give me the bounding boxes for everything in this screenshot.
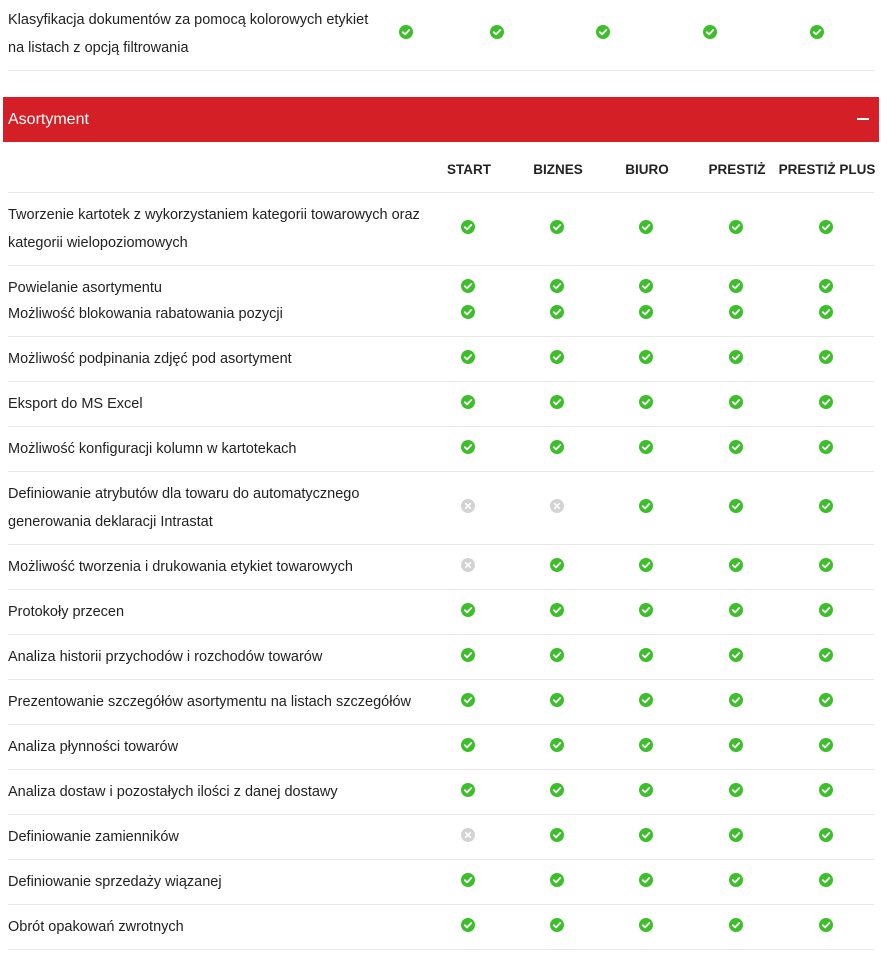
check-icon (461, 648, 475, 662)
check-icon (729, 499, 743, 513)
check-icon (639, 305, 653, 319)
check-icon (639, 783, 653, 797)
check-icon (550, 220, 564, 234)
check-icon (550, 558, 564, 572)
check-icon (729, 783, 743, 797)
feature-label: Analiza płynności towarów (8, 739, 179, 755)
divider (8, 904, 874, 905)
minus-icon[interactable] (857, 118, 869, 120)
column-header-prestiz: PRESTIŻ (708, 162, 766, 177)
cross-icon (461, 828, 475, 842)
check-icon (639, 558, 653, 572)
divider (8, 679, 874, 680)
divider (8, 471, 874, 472)
feature-label: Analiza dostaw i pozostałych ilości z danej dostawy (8, 784, 338, 800)
check-icon (729, 873, 743, 887)
feature-label: Analiza historii przychodów i rozchodów towarów (8, 649, 323, 665)
feature-label: Definiowanie sprzedaży wiązanej (8, 874, 222, 890)
check-icon (461, 873, 475, 887)
check-icon (461, 395, 475, 409)
check-icon (819, 873, 833, 887)
divider (8, 724, 874, 725)
check-icon (461, 220, 475, 234)
check-icon (461, 603, 475, 617)
column-header-start: START (447, 162, 491, 177)
check-icon (819, 395, 833, 409)
divider (8, 769, 874, 770)
cross-icon (461, 558, 475, 572)
check-icon (639, 828, 653, 842)
check-icon (729, 828, 743, 842)
check-icon (461, 305, 475, 319)
check-icon (729, 603, 743, 617)
divider (8, 336, 874, 337)
check-icon (819, 279, 833, 293)
check-icon (729, 279, 743, 293)
check-icon (729, 558, 743, 572)
check-icon (819, 693, 833, 707)
divider (8, 70, 874, 71)
check-icon (399, 25, 413, 39)
check-icon (550, 828, 564, 842)
check-icon (729, 918, 743, 932)
section-header-asortyment[interactable] (3, 97, 879, 142)
feature-label: Tworzenie kartotek z wykorzystaniem kategorii towarowych oraz kategorii wielopoziomowych (8, 207, 420, 251)
check-icon (550, 783, 564, 797)
check-icon (639, 440, 653, 454)
check-icon (729, 395, 743, 409)
check-icon (550, 279, 564, 293)
check-icon (639, 603, 653, 617)
check-icon (550, 873, 564, 887)
check-icon (461, 783, 475, 797)
check-icon (819, 828, 833, 842)
feature-label: Możliwość konfiguracji kolumn w kartotekach (8, 441, 297, 457)
check-icon (550, 918, 564, 932)
check-icon (729, 738, 743, 752)
check-icon (550, 693, 564, 707)
cross-icon (550, 499, 564, 513)
check-icon (461, 440, 475, 454)
feature-label: Powielanie asortymentu (8, 280, 162, 296)
check-icon (550, 738, 564, 752)
check-icon (550, 350, 564, 364)
divider (8, 589, 874, 590)
check-icon (639, 220, 653, 234)
feature-label: Protokoły przecen (8, 604, 125, 620)
divider (8, 634, 874, 635)
check-icon (819, 499, 833, 513)
divider (8, 426, 874, 427)
check-icon (639, 395, 653, 409)
check-icon (729, 440, 743, 454)
divider (8, 814, 874, 815)
check-icon (550, 395, 564, 409)
column-header-prestiz-plus: PRESTIŻ PLUS (778, 162, 876, 177)
feature-label: Obrót opakowań zwrotnych (8, 919, 184, 935)
divider (8, 381, 874, 382)
feature-label: Definiowanie zamienników (8, 829, 179, 845)
check-icon (550, 603, 564, 617)
check-icon (819, 783, 833, 797)
check-icon (819, 738, 833, 752)
check-icon (550, 440, 564, 454)
check-icon (639, 648, 653, 662)
check-icon (461, 350, 475, 364)
check-icon (550, 305, 564, 319)
check-icon (819, 603, 833, 617)
check-icon (729, 220, 743, 234)
divider (8, 949, 874, 950)
column-header-biuro: BIURO (625, 162, 669, 177)
cross-icon (461, 499, 475, 513)
check-icon (461, 918, 475, 932)
check-icon (596, 25, 610, 39)
check-icon (729, 693, 743, 707)
check-icon (703, 25, 717, 39)
section-title: Asortyment (8, 111, 89, 128)
check-icon (729, 350, 743, 364)
check-icon (819, 558, 833, 572)
check-icon (639, 873, 653, 887)
check-icon (729, 648, 743, 662)
check-icon (639, 693, 653, 707)
feature-label: Możliwość tworzenia i drukowania etykiet towarowych (8, 559, 353, 575)
feature-label: Możliwość blokowania rabatowania pozycji (8, 306, 283, 322)
check-icon (461, 279, 475, 293)
feature-label: Prezentowanie szczegółów asortymentu na listach szczegółów (8, 694, 411, 710)
check-icon (639, 279, 653, 293)
check-icon (819, 918, 833, 932)
top-row-label: Klasyfikacja dokumentów za pomocą kolorowych etykiet na listach z opcją filtrowania (8, 12, 369, 56)
divider (8, 859, 874, 860)
check-icon (639, 738, 653, 752)
check-icon (819, 350, 833, 364)
check-icon (639, 499, 653, 513)
divider (8, 544, 874, 545)
check-icon (490, 25, 504, 39)
feature-label: Możliwość podpinania zdjęć pod asortyment (8, 351, 292, 367)
check-icon (729, 305, 743, 319)
divider (8, 265, 874, 266)
check-icon (819, 440, 833, 454)
check-icon (819, 305, 833, 319)
check-icon (461, 738, 475, 752)
check-icon (461, 693, 475, 707)
check-icon (550, 648, 564, 662)
check-icon (639, 350, 653, 364)
divider (8, 192, 874, 193)
check-icon (819, 648, 833, 662)
check-icon (810, 25, 824, 39)
feature-label: Eksport do MS Excel (8, 396, 143, 412)
check-icon (639, 918, 653, 932)
feature-label: Definiowanie atrybutów dla towaru do automatycznego generowania deklaracji Intrastat (8, 486, 360, 530)
column-header-biznes: BIZNES (533, 162, 583, 177)
check-icon (819, 220, 833, 234)
